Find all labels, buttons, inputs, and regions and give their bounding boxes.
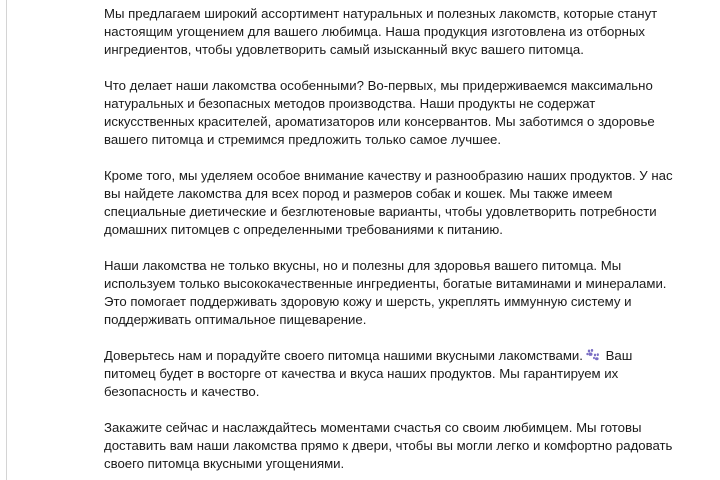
paragraph-trust-part2: Ваш питомец будет в восторге от качества и вкуса наших продуктов. Мы гарантируем их безопасность и качество. xyxy=(104,348,633,399)
paragraph-order-now: Закажите сейчас и наслаждайтесь моментами счастья со своим любимцем. Мы готовы доставить вам наши лакомства прямо к двери, чтобы вы могли легко и комфортно радовать своего питомца вкусными угощениями. xyxy=(104,420,673,471)
paragraph-quality-variety: Кроме того, мы уделяем особое внимание качеству и разнообразию наших продуктов. У нас вы найдете лакомства для всех пород и размеров собак и кошек. Мы также имеем специальные диетические и безглютеновые варианты, чтобы удовлетворить потребности домашних питомцев с определенными требованиями к питанию. xyxy=(104,168,673,237)
paragraph-assortment: Мы предлагаем широкий ассортимент натуральных и полезных лакомств, которые станут настоящим угощением для вашего любимца. Наша продукция изготовлена из отборных ингредиентов, чтобы удовлетворить самый изысканный вкус вашего питомца. xyxy=(104,6,658,57)
paragraph-natural-production: Что делает наши лакомства особенными? Во-первых, мы придерживаемся максимально натуральных и безопасных методов производства. Наши продукты не содержат искусственных красителей, ароматизаторов или консервантов. Мы заботимся о здоровье вашего питомца и стремимся предложить только самое лучшее. xyxy=(104,78,655,147)
paragraph-health-benefits: Наши лакомства не только вкусны, но и полезны для здоровья вашего питомца. Мы используем только высококачественные ингредиенты, богатые витаминами и минералами. Это помогает поддерживать здоровую кожу и шерсть, укреплять иммунную систему и поддерживать оптимальное пищеварение. xyxy=(104,258,667,327)
document-body xyxy=(104,5,684,480)
paragraph-trust-part1: Доверьтесь нам и порадуйте своего питомца нашими вкусными лакомствами. xyxy=(104,348,583,363)
paragraph-trust xyxy=(104,347,684,401)
paw-prints-icon xyxy=(586,348,600,360)
page-edge-divider xyxy=(6,0,7,480)
